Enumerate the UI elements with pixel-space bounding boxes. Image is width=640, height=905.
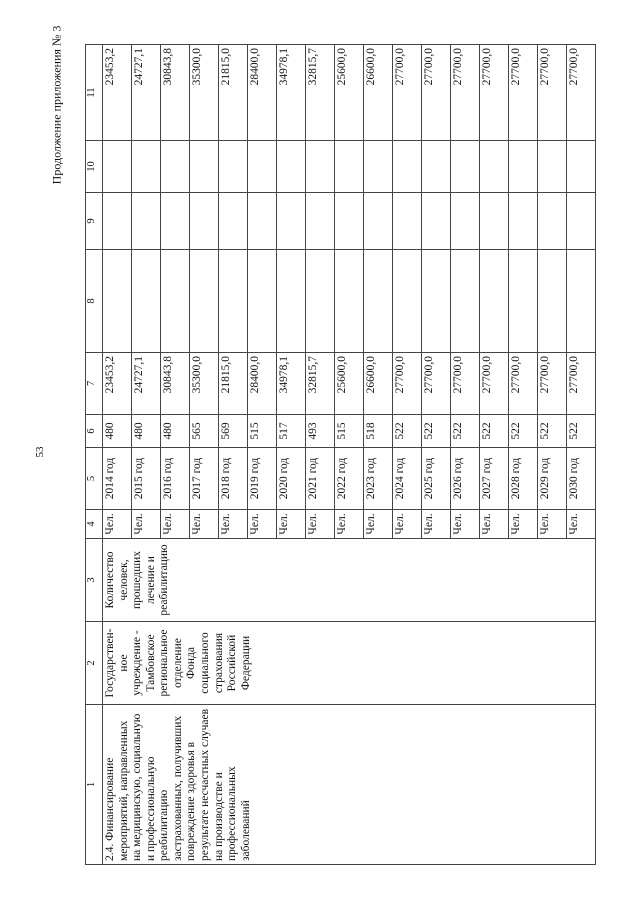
value-cell-7: 27700,0	[451, 353, 480, 415]
value-cell-7: 27700,0	[509, 353, 538, 415]
count-cell: 480	[103, 415, 132, 448]
empty-cell-9	[132, 193, 161, 250]
value-cell-11: 21815,0	[219, 45, 248, 141]
column-number-6: 6	[86, 415, 103, 448]
value-cell-7: 23453,2	[103, 353, 132, 415]
value-cell-7: 27700,0	[538, 353, 567, 415]
value-cell-11: 27700,0	[538, 45, 567, 141]
count-cell: 569	[219, 415, 248, 448]
year-cell: 2019 год	[248, 448, 277, 510]
value-cell-7: 27700,0	[393, 353, 422, 415]
empty-cell-8	[219, 250, 248, 353]
column-number-7: 7	[86, 353, 103, 415]
empty-cell-10	[509, 141, 538, 193]
empty-cell-10	[567, 141, 596, 193]
year-cell: 2023 год	[364, 448, 393, 510]
unit-cell: Чел.	[248, 510, 277, 539]
empty-cell-10	[277, 141, 306, 193]
empty-cell-9	[538, 193, 567, 250]
empty-cell-8	[277, 250, 306, 353]
column-number-8: 8	[86, 250, 103, 353]
empty-cell-8	[422, 250, 451, 353]
rotated-table-wrapper	[85, 45, 585, 865]
empty-cell-9	[190, 193, 219, 250]
value-cell-7: 24727,1	[132, 353, 161, 415]
value-cell-7: 30843,8	[161, 353, 190, 415]
value-cell-11: 32815,7	[306, 45, 335, 141]
unit-cell: Чел.	[567, 510, 596, 539]
value-cell-11: 27700,0	[451, 45, 480, 141]
count-cell: 522	[509, 415, 538, 448]
indicator-cell: Количество человек, прошедших лечение и реабилитацию	[103, 539, 596, 622]
column-number-4: 4	[86, 510, 103, 539]
count-cell: 517	[277, 415, 306, 448]
empty-cell-10	[219, 141, 248, 193]
empty-cell-8	[509, 250, 538, 353]
empty-cell-8	[393, 250, 422, 353]
unit-cell: Чел.	[103, 510, 132, 539]
empty-cell-10	[422, 141, 451, 193]
unit-cell: Чел.	[422, 510, 451, 539]
organization-cell: Государствен-ное учреждение - Тамбовское региональное отделение Фонда социального страхования Российской Федерации	[103, 622, 596, 705]
empty-cell-10	[190, 141, 219, 193]
column-number-10: 10	[86, 141, 103, 193]
empty-cell-9	[364, 193, 393, 250]
value-cell-7: 28400,0	[248, 353, 277, 415]
value-cell-11: 23453,2	[103, 45, 132, 141]
empty-cell-8	[538, 250, 567, 353]
column-number-9: 9	[86, 193, 103, 250]
count-cell: 493	[306, 415, 335, 448]
count-cell: 522	[451, 415, 480, 448]
unit-cell: Чел.	[219, 510, 248, 539]
value-cell-7: 26600,0	[364, 353, 393, 415]
year-cell: 2022 год	[335, 448, 364, 510]
empty-cell-9	[509, 193, 538, 250]
unit-cell: Чел.	[538, 510, 567, 539]
count-cell: 522	[567, 415, 596, 448]
unit-cell: Чел.	[451, 510, 480, 539]
empty-cell-9	[219, 193, 248, 250]
count-cell: 515	[248, 415, 277, 448]
year-cell: 2018 год	[219, 448, 248, 510]
empty-cell-8	[451, 250, 480, 353]
year-cell: 2025 год	[422, 448, 451, 510]
value-cell-11: 30843,8	[161, 45, 190, 141]
empty-cell-9	[567, 193, 596, 250]
value-cell-7: 27700,0	[422, 353, 451, 415]
count-cell: 480	[132, 415, 161, 448]
unit-cell: Чел.	[335, 510, 364, 539]
value-cell-11: 24727,1	[132, 45, 161, 141]
empty-cell-8	[335, 250, 364, 353]
empty-cell-9	[422, 193, 451, 250]
year-cell: 2030 год	[567, 448, 596, 510]
empty-cell-8	[103, 250, 132, 353]
empty-cell-8	[132, 250, 161, 353]
column-number-1: 1	[86, 705, 103, 865]
year-cell: 2026 год	[451, 448, 480, 510]
unit-cell: Чел.	[190, 510, 219, 539]
empty-cell-8	[306, 250, 335, 353]
value-cell-11: 25600,0	[335, 45, 364, 141]
unit-cell: Чел.	[480, 510, 509, 539]
empty-cell-8	[567, 250, 596, 353]
empty-cell-10	[364, 141, 393, 193]
empty-cell-10	[393, 141, 422, 193]
empty-cell-10	[103, 141, 132, 193]
empty-cell-10	[161, 141, 190, 193]
unit-cell: Чел.	[277, 510, 306, 539]
empty-cell-9	[393, 193, 422, 250]
empty-cell-9	[103, 193, 132, 250]
unit-cell: Чел.	[509, 510, 538, 539]
value-cell-7: 27700,0	[480, 353, 509, 415]
empty-cell-10	[480, 141, 509, 193]
unit-cell: Чел.	[132, 510, 161, 539]
year-cell: 2015 год	[132, 448, 161, 510]
value-cell-7: 35300,0	[190, 353, 219, 415]
year-cell: 2024 год	[393, 448, 422, 510]
year-cell: 2027 год	[480, 448, 509, 510]
column-number-11: 11	[86, 45, 103, 141]
unit-cell: Чел.	[161, 510, 190, 539]
empty-cell-10	[451, 141, 480, 193]
empty-cell-10	[132, 141, 161, 193]
empty-cell-8	[190, 250, 219, 353]
empty-cell-9	[248, 193, 277, 250]
empty-cell-9	[451, 193, 480, 250]
empty-cell-8	[161, 250, 190, 353]
empty-cell-9	[480, 193, 509, 250]
value-cell-11: 27700,0	[393, 45, 422, 141]
empty-cell-10	[538, 141, 567, 193]
value-cell-11: 27700,0	[567, 45, 596, 141]
year-cell: 2021 год	[306, 448, 335, 510]
value-cell-7: 21815,0	[219, 353, 248, 415]
year-cell: 2017 год	[190, 448, 219, 510]
count-cell: 522	[393, 415, 422, 448]
empty-cell-9	[277, 193, 306, 250]
column-number-5: 5	[86, 448, 103, 510]
value-cell-11: 35300,0	[190, 45, 219, 141]
count-cell: 565	[190, 415, 219, 448]
unit-cell: Чел.	[393, 510, 422, 539]
count-cell: 522	[538, 415, 567, 448]
year-cell: 2016 год	[161, 448, 190, 510]
empty-cell-8	[480, 250, 509, 353]
activity-cell: 2.4. Финансирование мероприятий, направленных на медицинскую, социальную и профессиональную реабилитацию застрахованных, получивших повреждение здоровья в результате несчастных случаев на производстве и профессиональных заболеваний	[103, 705, 596, 865]
empty-cell-8	[248, 250, 277, 353]
year-cell: 2020 год	[277, 448, 306, 510]
year-cell: 2014 год	[103, 448, 132, 510]
column-number-2: 2	[86, 622, 103, 705]
empty-cell-10	[335, 141, 364, 193]
empty-cell-10	[306, 141, 335, 193]
value-cell-11: 26600,0	[364, 45, 393, 141]
page-number: 53	[34, 446, 46, 458]
year-cell: 2029 год	[538, 448, 567, 510]
continuation-title: Продолжение приложения № 3	[49, 25, 64, 185]
year-cell: 2028 год	[509, 448, 538, 510]
count-cell: 522	[480, 415, 509, 448]
table-row	[103, 45, 132, 865]
value-cell-7: 25600,0	[335, 353, 364, 415]
value-cell-11: 27700,0	[480, 45, 509, 141]
value-cell-7: 32815,7	[306, 353, 335, 415]
unit-cell: Чел.	[364, 510, 393, 539]
value-cell-11: 27700,0	[422, 45, 451, 141]
appendix-table	[85, 44, 596, 865]
column-number-row	[86, 45, 103, 865]
count-cell: 515	[335, 415, 364, 448]
empty-cell-9	[335, 193, 364, 250]
value-cell-11: 28400,0	[248, 45, 277, 141]
count-cell: 518	[364, 415, 393, 448]
empty-cell-9	[161, 193, 190, 250]
count-cell: 522	[422, 415, 451, 448]
column-number-3: 3	[86, 539, 103, 622]
count-cell: 480	[161, 415, 190, 448]
value-cell-11: 34978,1	[277, 45, 306, 141]
value-cell-7: 34978,1	[277, 353, 306, 415]
empty-cell-9	[306, 193, 335, 250]
unit-cell: Чел.	[306, 510, 335, 539]
value-cell-11: 27700,0	[509, 45, 538, 141]
value-cell-7: 27700,0	[567, 353, 596, 415]
empty-cell-8	[364, 250, 393, 353]
empty-cell-10	[248, 141, 277, 193]
